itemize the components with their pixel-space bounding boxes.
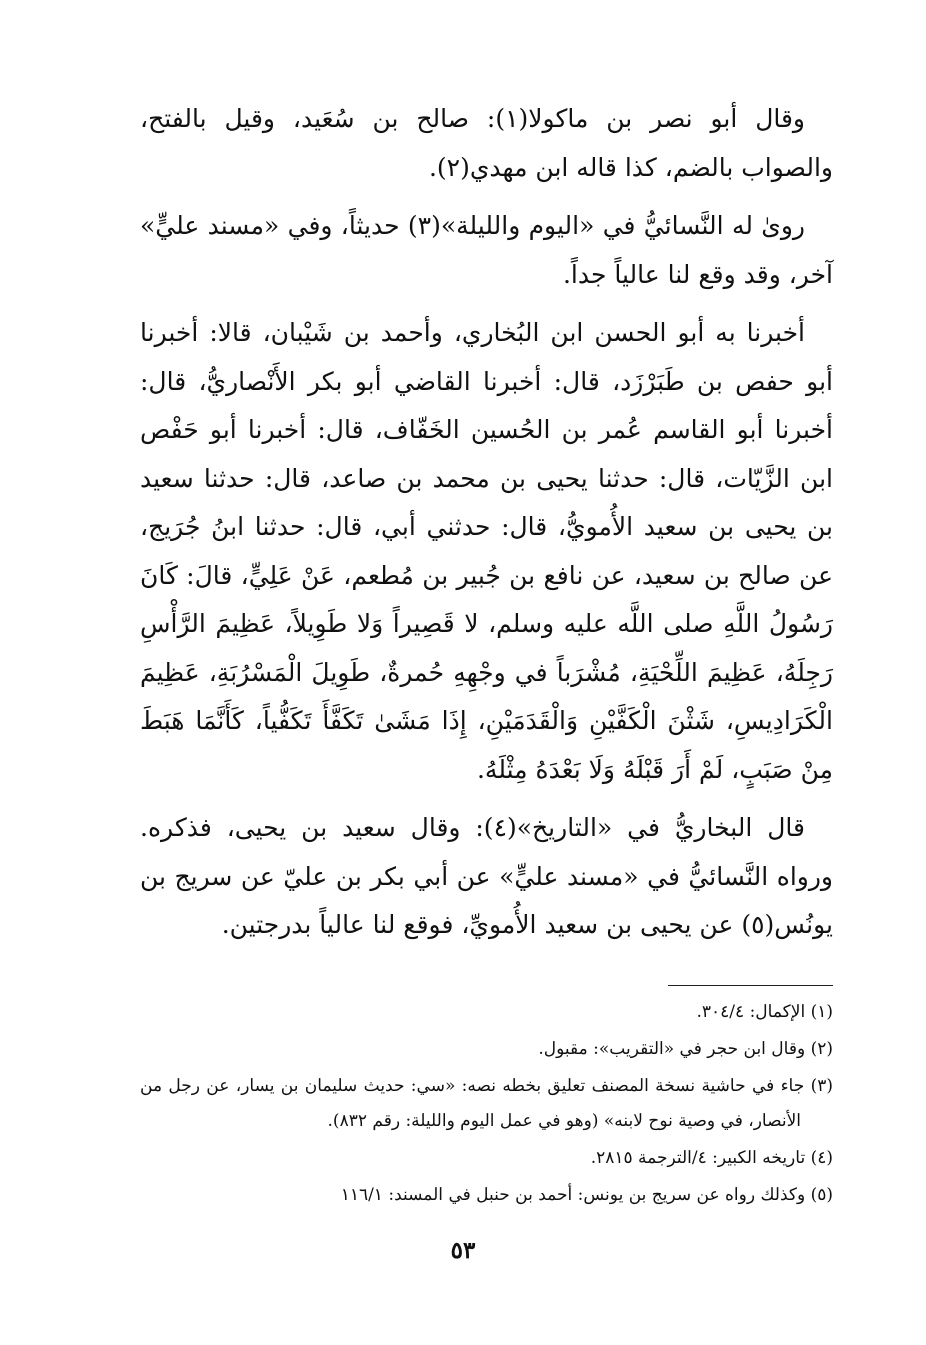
page-number: ٥٣ (450, 1237, 476, 1264)
footnotes (140, 995, 833, 1213)
main-text (140, 95, 833, 950)
footnote-2: (٢) وقال ابن حجر في «التقريب»: مقبول. (538, 1039, 833, 1059)
paragraph-hadith-chain: أخبرنا به أبو الحسن ابن البُخاري، وأحمد بن شَيْبان، قالا: أخبرنا أبو حفص بن طَبَرْزَد، قال: أخبرنا القاضي أبو بكر الأَنْصاريُّ، قال: أخبرنا أبو القاسم عُمر بن الحُسين الخَفّاف، قال: أخبرنا أبو حَفْص ابن الزَّيّات، قال: حدثنا يحيى بن محمد بن صاعد، قال: حدثنا سعيد بن يحيى بن سعيد الأُمويُّ، قال: حدثني أبي، قال: حدثنا ابنُ جُرَيج، عن صالح بن سعيد، عن نافع بن جُبير بن مُطعم، عَنْ عَلِيٍّ، قالَ: كَانَ رَسُولُ اللَّهِ صلى اللَّه عليه وسلم، لا قَصِيراً وَلا طَوِيلاً، عَظِيمَ الرَّأْسِ رَجِلَهُ، عَظِيمَ اللِّحْيَةِ، مُشْرَباً في وجْهِهِ حُمرةٌ، طَوِيلَ الْمَسْرُبَةِ، عَظِيمَ الْكَرَادِيسِ، شَثْنَ الْكَفَّيْنِ وَالْقَدَمَيْنِ، إِذَا مَشَىٰ تَكَفَّأَ تَكَفُّياً، كَأَنَّمَا هَبَطَ مِنْ صَبَبٍ، لَمْ أَرَ قَبْلَهُ وَلَا بَعْدَهُ مِثْلَهُ. (140, 318, 834, 784)
paragraph-bukhari-tarikh: قال البخاريُّ في «التاريخ»(٤): وقال سعيد بن يحيى، فذكره. ورواه النَّسائيُّ في «مسند عليٍّ» عن أبي بكر بن عليّ عن سريج بن يونُس(٥) عن يحيى بن سعيد الأُمويِّ، فوقع لنا عالياً بدرجتين. (140, 813, 833, 939)
footnote-1: (١) الإكمال: ٣٠٤/٤. (696, 1002, 833, 1022)
paragraph-nasai-narration: روىٰ له النَّسائيُّ في «اليوم والليلة»(٣) حديثاً، وفي «مسند عليٍّ» آخر، وقد وقع لنا عالياً جداً. (140, 211, 833, 289)
footnote-3: (٣) جاء في حاشية نسخة المصنف تعليق بخطه نصه: «سي: حديث سليمان بن يسار، عن رجل من الأنصار، في وصية نوح لابنه» (وهو في عمل اليوم والليلة: رقم ٨٣٢). (140, 1076, 833, 1131)
footnote-separator (668, 985, 833, 986)
footnote-4: (٤) تاريخه الكبير: ٤/الترجمة ٢٨١٥. (590, 1148, 833, 1168)
footnote-5: (٥) وكذلك رواه عن سريج بن يونس: أحمد بن حنبل في المسند: ١١٦/١ (340, 1185, 833, 1205)
paragraph-ibn-makula: وقال أبو نصر بن ماكولا(١): صالح بن سُعَيد، وقيل بالفتح، والصواب بالضم، كذا قاله ابن مهدي(٢). (140, 104, 833, 182)
